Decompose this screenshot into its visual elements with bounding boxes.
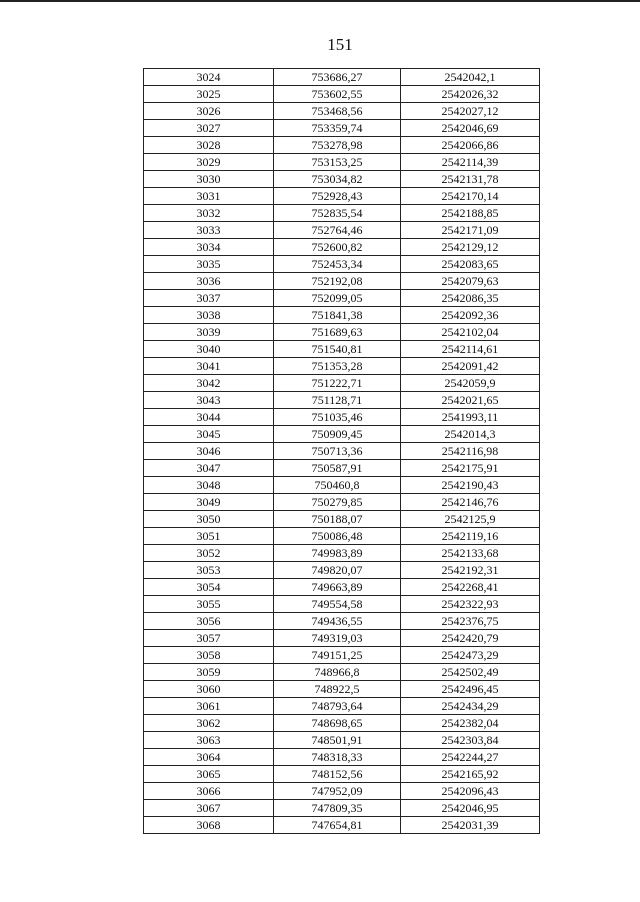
y-coordinate-cell: 2542083,65 (401, 256, 540, 273)
table-row (144, 86, 540, 103)
x-coordinate-cell: 753034,82 (274, 171, 401, 188)
point-number-cell: 3042 (144, 375, 274, 392)
x-coordinate-cell: 753278,98 (274, 137, 401, 154)
table-row (144, 817, 540, 834)
y-coordinate-cell: 2542125,9 (401, 511, 540, 528)
y-coordinate-cell: 2542092,36 (401, 307, 540, 324)
point-number-cell: 3062 (144, 715, 274, 732)
table-row (144, 630, 540, 647)
point-number-cell: 3033 (144, 222, 274, 239)
table-row (144, 511, 540, 528)
x-coordinate-cell: 752192,08 (274, 273, 401, 290)
table-row (144, 715, 540, 732)
table-row (144, 664, 540, 681)
y-coordinate-cell: 2542382,04 (401, 715, 540, 732)
point-number-cell: 3065 (144, 766, 274, 783)
y-coordinate-cell: 2542188,85 (401, 205, 540, 222)
point-number-cell: 3052 (144, 545, 274, 562)
table-row (144, 188, 540, 205)
x-coordinate-cell: 751222,71 (274, 375, 401, 392)
point-number-cell: 3029 (144, 154, 274, 171)
point-number-cell: 3056 (144, 613, 274, 630)
x-coordinate-cell: 753686,27 (274, 69, 401, 86)
y-coordinate-cell: 2542303,84 (401, 732, 540, 749)
point-number-cell: 3057 (144, 630, 274, 647)
y-coordinate-cell: 2542192,31 (401, 562, 540, 579)
y-coordinate-cell: 2542031,39 (401, 817, 540, 834)
x-coordinate-cell: 750460,8 (274, 477, 401, 494)
table-row (144, 137, 540, 154)
point-number-cell: 3054 (144, 579, 274, 596)
x-coordinate-cell: 751128,71 (274, 392, 401, 409)
y-coordinate-cell: 2542496,45 (401, 681, 540, 698)
y-coordinate-cell: 2542079,63 (401, 273, 540, 290)
table-row (144, 783, 540, 800)
y-coordinate-cell: 2542268,41 (401, 579, 540, 596)
coordinates-table-body (144, 69, 540, 834)
table-row (144, 273, 540, 290)
x-coordinate-cell: 751353,28 (274, 358, 401, 375)
point-number-cell: 3047 (144, 460, 274, 477)
x-coordinate-cell: 747952,09 (274, 783, 401, 800)
table-row (144, 256, 540, 273)
x-coordinate-cell: 749436,55 (274, 613, 401, 630)
table-row (144, 307, 540, 324)
point-number-cell: 3045 (144, 426, 274, 443)
x-coordinate-cell: 749151,25 (274, 647, 401, 664)
point-number-cell: 3039 (144, 324, 274, 341)
table-row (144, 154, 540, 171)
table-row (144, 171, 540, 188)
y-coordinate-cell: 2542244,27 (401, 749, 540, 766)
x-coordinate-cell: 751035,46 (274, 409, 401, 426)
table-row (144, 205, 540, 222)
y-coordinate-cell: 2542376,75 (401, 613, 540, 630)
top-border-line (0, 0, 640, 2)
x-coordinate-cell: 748152,56 (274, 766, 401, 783)
point-number-cell: 3031 (144, 188, 274, 205)
point-number-cell: 3034 (144, 239, 274, 256)
point-number-cell: 3068 (144, 817, 274, 834)
y-coordinate-cell: 2542059,9 (401, 375, 540, 392)
table-row (144, 562, 540, 579)
y-coordinate-cell: 2542322,93 (401, 596, 540, 613)
point-number-cell: 3067 (144, 800, 274, 817)
x-coordinate-cell: 751841,38 (274, 307, 401, 324)
x-coordinate-cell: 748966,8 (274, 664, 401, 681)
table-row (144, 681, 540, 698)
table-row (144, 375, 540, 392)
x-coordinate-cell: 753153,25 (274, 154, 401, 171)
table-row (144, 392, 540, 409)
x-coordinate-cell: 752764,46 (274, 222, 401, 239)
x-coordinate-cell: 752600,82 (274, 239, 401, 256)
x-coordinate-cell: 748318,33 (274, 749, 401, 766)
point-number-cell: 3050 (144, 511, 274, 528)
table-row (144, 732, 540, 749)
table-row (144, 528, 540, 545)
coordinates-table (143, 68, 540, 834)
table-row (144, 409, 540, 426)
x-coordinate-cell: 747809,35 (274, 800, 401, 817)
y-coordinate-cell: 2542046,69 (401, 120, 540, 137)
x-coordinate-cell: 752835,54 (274, 205, 401, 222)
y-coordinate-cell: 2542473,29 (401, 647, 540, 664)
x-coordinate-cell: 750086,48 (274, 528, 401, 545)
x-coordinate-cell: 748501,91 (274, 732, 401, 749)
table-row (144, 290, 540, 307)
page-number: 151 (327, 35, 353, 54)
x-coordinate-cell: 750188,07 (274, 511, 401, 528)
point-number-cell: 3061 (144, 698, 274, 715)
point-number-cell: 3051 (144, 528, 274, 545)
table-row (144, 341, 540, 358)
point-number-cell: 3024 (144, 69, 274, 86)
y-coordinate-cell: 2542046,95 (401, 800, 540, 817)
point-number-cell: 3066 (144, 783, 274, 800)
point-number-cell: 3044 (144, 409, 274, 426)
table-row (144, 120, 540, 137)
y-coordinate-cell: 2542131,78 (401, 171, 540, 188)
x-coordinate-cell: 753602,55 (274, 86, 401, 103)
table-row (144, 494, 540, 511)
y-coordinate-cell: 2542129,12 (401, 239, 540, 256)
table-row (144, 69, 540, 86)
x-coordinate-cell: 748922,5 (274, 681, 401, 698)
point-number-cell: 3035 (144, 256, 274, 273)
y-coordinate-cell: 2542434,29 (401, 698, 540, 715)
y-coordinate-cell: 2542165,92 (401, 766, 540, 783)
table-row (144, 443, 540, 460)
table-row (144, 477, 540, 494)
point-number-cell: 3032 (144, 205, 274, 222)
x-coordinate-cell: 751689,63 (274, 324, 401, 341)
table-row (144, 579, 540, 596)
x-coordinate-cell: 753468,56 (274, 103, 401, 120)
table-row (144, 103, 540, 120)
y-coordinate-cell: 2542175,91 (401, 460, 540, 477)
point-number-cell: 3026 (144, 103, 274, 120)
y-coordinate-cell: 2542114,61 (401, 341, 540, 358)
point-number-cell: 3038 (144, 307, 274, 324)
table-row (144, 596, 540, 613)
table-row (144, 460, 540, 477)
y-coordinate-cell: 2542021,65 (401, 392, 540, 409)
x-coordinate-cell: 747654,81 (274, 817, 401, 834)
point-number-cell: 3048 (144, 477, 274, 494)
x-coordinate-cell: 750909,45 (274, 426, 401, 443)
y-coordinate-cell: 2542091,42 (401, 358, 540, 375)
point-number-cell: 3027 (144, 120, 274, 137)
point-number-cell: 3060 (144, 681, 274, 698)
point-number-cell: 3059 (144, 664, 274, 681)
y-coordinate-cell: 2542014,3 (401, 426, 540, 443)
x-coordinate-cell: 749319,03 (274, 630, 401, 647)
y-coordinate-cell: 2542171,09 (401, 222, 540, 239)
y-coordinate-cell: 2542502,49 (401, 664, 540, 681)
y-coordinate-cell: 2542114,39 (401, 154, 540, 171)
table-row (144, 239, 540, 256)
table-row (144, 613, 540, 630)
x-coordinate-cell: 753359,74 (274, 120, 401, 137)
table-row (144, 426, 540, 443)
x-coordinate-cell: 749554,58 (274, 596, 401, 613)
table-row (144, 766, 540, 783)
table-row (144, 800, 540, 817)
y-coordinate-cell: 2542096,43 (401, 783, 540, 800)
table-row (144, 358, 540, 375)
point-number-cell: 3055 (144, 596, 274, 613)
x-coordinate-cell: 750279,85 (274, 494, 401, 511)
y-coordinate-cell: 2542146,76 (401, 494, 540, 511)
table-row (144, 324, 540, 341)
y-coordinate-cell: 2541993,11 (401, 409, 540, 426)
point-number-cell: 3030 (144, 171, 274, 188)
point-number-cell: 3046 (144, 443, 274, 460)
x-coordinate-cell: 749820,07 (274, 562, 401, 579)
point-number-cell: 3064 (144, 749, 274, 766)
y-coordinate-cell: 2542190,43 (401, 477, 540, 494)
point-number-cell: 3025 (144, 86, 274, 103)
table-row (144, 647, 540, 664)
y-coordinate-cell: 2542066,86 (401, 137, 540, 154)
x-coordinate-cell: 751540,81 (274, 341, 401, 358)
y-coordinate-cell: 2542119,16 (401, 528, 540, 545)
x-coordinate-cell: 752453,34 (274, 256, 401, 273)
point-number-cell: 3028 (144, 137, 274, 154)
point-number-cell: 3037 (144, 290, 274, 307)
point-number-cell: 3040 (144, 341, 274, 358)
y-coordinate-cell: 2542102,04 (401, 324, 540, 341)
point-number-cell: 3063 (144, 732, 274, 749)
x-coordinate-cell: 749663,89 (274, 579, 401, 596)
point-number-cell: 3041 (144, 358, 274, 375)
y-coordinate-cell: 2542086,35 (401, 290, 540, 307)
x-coordinate-cell: 748793,64 (274, 698, 401, 715)
x-coordinate-cell: 750713,36 (274, 443, 401, 460)
table-row (144, 545, 540, 562)
table-row (144, 749, 540, 766)
point-number-cell: 3049 (144, 494, 274, 511)
x-coordinate-cell: 752928,43 (274, 188, 401, 205)
point-number-cell: 3043 (144, 392, 274, 409)
y-coordinate-cell: 2542026,32 (401, 86, 540, 103)
y-coordinate-cell: 2542116,98 (401, 443, 540, 460)
x-coordinate-cell: 749983,89 (274, 545, 401, 562)
point-number-cell: 3058 (144, 647, 274, 664)
table-row (144, 222, 540, 239)
table-row (144, 698, 540, 715)
x-coordinate-cell: 752099,05 (274, 290, 401, 307)
y-coordinate-cell: 2542133,68 (401, 545, 540, 562)
y-coordinate-cell: 2542170,14 (401, 188, 540, 205)
y-coordinate-cell: 2542420,79 (401, 630, 540, 647)
point-number-cell: 3036 (144, 273, 274, 290)
point-number-cell: 3053 (144, 562, 274, 579)
y-coordinate-cell: 2542042,1 (401, 69, 540, 86)
y-coordinate-cell: 2542027,12 (401, 103, 540, 120)
x-coordinate-cell: 748698,65 (274, 715, 401, 732)
x-coordinate-cell: 750587,91 (274, 460, 401, 477)
